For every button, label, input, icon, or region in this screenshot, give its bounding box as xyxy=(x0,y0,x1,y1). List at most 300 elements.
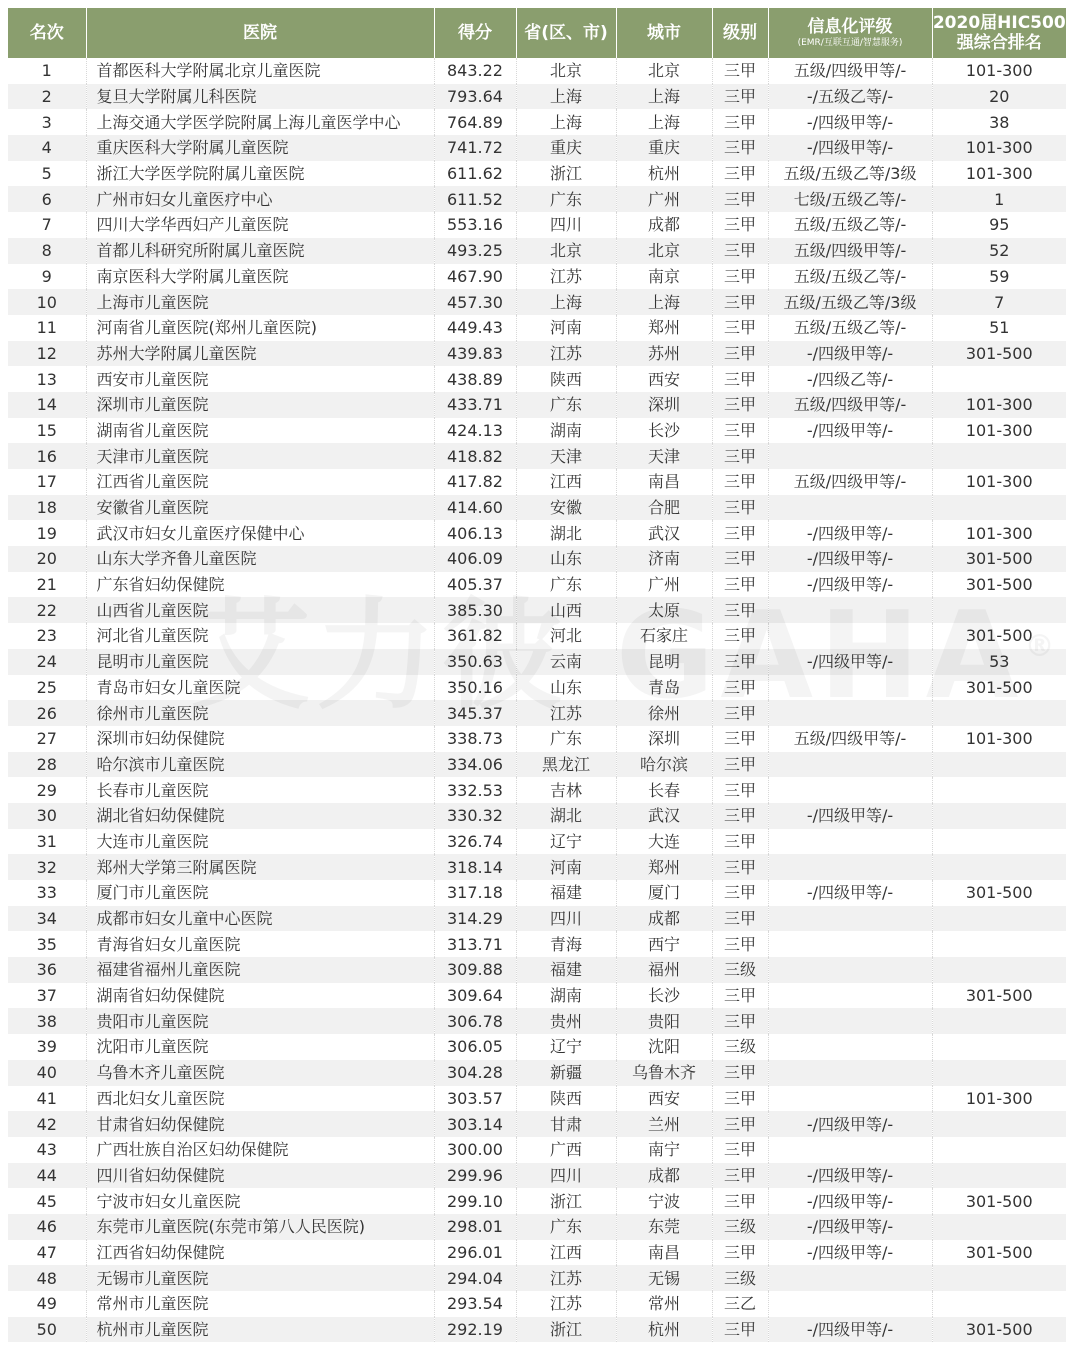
cell-city: 贵阳 xyxy=(616,1008,712,1034)
cell-city: 兰州 xyxy=(616,1111,712,1137)
cell-province: 上海 xyxy=(516,109,616,135)
cell-city: 上海 xyxy=(616,109,712,135)
cell-hospital: 成都市妇女儿童中心医院 xyxy=(86,906,434,932)
cell-rank: 37 xyxy=(8,983,86,1009)
cell-province: 浙江 xyxy=(516,1317,616,1343)
cell-hic500 xyxy=(932,1137,1066,1163)
cell-hic500 xyxy=(932,1008,1066,1034)
cell-score: 457.30 xyxy=(434,289,516,315)
cell-city: 哈尔滨 xyxy=(616,752,712,778)
cell-info-rating: -/四级甲等/- xyxy=(768,803,932,829)
cell-score: 417.82 xyxy=(434,469,516,495)
table-row xyxy=(8,520,1066,546)
cell-city: 苏州 xyxy=(616,341,712,367)
cell-province: 黑龙江 xyxy=(516,752,616,778)
cell-province: 江苏 xyxy=(516,264,616,290)
cell-rank: 48 xyxy=(8,1265,86,1291)
cell-city: 西宁 xyxy=(616,931,712,957)
cell-score: 309.88 xyxy=(434,957,516,983)
cell-city: 上海 xyxy=(616,84,712,110)
cell-province: 河南 xyxy=(516,854,616,880)
cell-rank: 50 xyxy=(8,1317,86,1343)
cell-info-rating: 五级/四级甲等/- xyxy=(768,392,932,418)
cell-hic500: 51 xyxy=(989,318,1010,338)
cell-level: 三甲 xyxy=(712,469,768,495)
cell-city: 大连 xyxy=(616,829,712,855)
table-row xyxy=(8,752,1066,778)
cell-level: 三级 xyxy=(712,1034,768,1060)
cell-province: 湖北 xyxy=(516,803,616,829)
table-row xyxy=(8,700,1066,726)
cell-rank: 7 xyxy=(8,212,86,238)
cell-score: 300.00 xyxy=(434,1137,516,1163)
cell-hospital: 哈尔滨市儿童医院 xyxy=(86,752,434,778)
cell-hospital: 河南省儿童医院(郑州儿童医院) xyxy=(86,315,434,341)
cell-city: 长春 xyxy=(616,777,712,803)
cell-info-rating: 五级/四级甲等/- xyxy=(768,726,932,752)
cell-level: 三甲 xyxy=(712,392,768,418)
cell-hic500 xyxy=(932,597,1066,623)
cell-hospital: 杭州市儿童医院 xyxy=(86,1317,434,1343)
cell-score: 330.32 xyxy=(434,803,516,829)
cell-info-rating xyxy=(768,957,932,983)
header-province: 省(区、市) xyxy=(516,8,616,58)
cell-score: 303.14 xyxy=(434,1111,516,1137)
header-rank: 名次 xyxy=(8,8,86,58)
table-row xyxy=(8,1086,1066,1112)
cell-province: 河南 xyxy=(516,315,616,341)
cell-hic500 xyxy=(932,1291,1066,1317)
table-row xyxy=(8,1214,1066,1240)
cell-hic500: 301-500 xyxy=(965,986,1033,1006)
cell-score: 741.72 xyxy=(434,135,516,161)
table-row xyxy=(8,58,1066,84)
cell-province: 广东 xyxy=(516,392,616,418)
cell-info-rating: -/四级乙等/- xyxy=(768,366,932,392)
cell-city: 广州 xyxy=(616,572,712,598)
cell-rank: 8 xyxy=(8,238,86,264)
cell-rank: 46 xyxy=(8,1214,86,1240)
cell-info-rating: 五级/四级甲等/- xyxy=(768,238,932,264)
cell-city: 无锡 xyxy=(616,1265,712,1291)
cell-score: 303.57 xyxy=(434,1086,516,1112)
cell-hic500 xyxy=(932,777,1066,803)
cell-city: 昆明 xyxy=(616,649,712,675)
cell-rank: 2 xyxy=(8,84,86,110)
cell-level: 三甲 xyxy=(712,315,768,341)
cell-hospital: 贵阳市儿童医院 xyxy=(86,1008,434,1034)
header-city: 城市 xyxy=(616,8,712,58)
table-row xyxy=(8,1111,1066,1137)
table-row xyxy=(8,495,1066,521)
cell-level: 三甲 xyxy=(712,418,768,444)
ranking-table-container xyxy=(8,8,1066,1342)
cell-info-rating: -/四级甲等/- xyxy=(768,1214,932,1240)
cell-province: 广东 xyxy=(516,726,616,752)
cell-info-rating: -/四级甲等/- xyxy=(768,1240,932,1266)
cell-province: 甘肃 xyxy=(516,1111,616,1137)
cell-level: 三甲 xyxy=(712,443,768,469)
cell-rank: 43 xyxy=(8,1137,86,1163)
cell-score: 338.73 xyxy=(434,726,516,752)
cell-info-rating: -/四级甲等/- xyxy=(768,109,932,135)
cell-hospital: 常州市儿童医院 xyxy=(86,1291,434,1317)
cell-province: 重庆 xyxy=(516,135,616,161)
cell-province: 浙江 xyxy=(516,161,616,187)
cell-score: 326.74 xyxy=(434,829,516,855)
cell-province: 福建 xyxy=(516,880,616,906)
table-row xyxy=(8,829,1066,855)
cell-city: 成都 xyxy=(616,212,712,238)
cell-hic500: 101-300 xyxy=(965,61,1033,81)
cell-info-rating xyxy=(768,597,932,623)
cell-level: 三甲 xyxy=(712,289,768,315)
cell-hic500: 301-500 xyxy=(965,626,1033,646)
cell-hospital: 首都儿科研究所附属儿童医院 xyxy=(86,238,434,264)
cell-score: 493.25 xyxy=(434,238,516,264)
cell-city: 成都 xyxy=(616,1163,712,1189)
cell-hic500 xyxy=(932,803,1066,829)
cell-city: 石家庄 xyxy=(616,623,712,649)
cell-info-rating: 七级/五级乙等/- xyxy=(768,186,932,212)
header-level: 级别 xyxy=(712,8,768,58)
cell-hic500: 301-500 xyxy=(965,1191,1033,1211)
cell-score: 314.29 xyxy=(434,906,516,932)
cell-hospital: 江西省儿童医院 xyxy=(86,469,434,495)
cell-level: 三甲 xyxy=(712,880,768,906)
cell-city: 合肥 xyxy=(616,495,712,521)
cell-hic500 xyxy=(932,829,1066,855)
cell-level: 三甲 xyxy=(712,161,768,187)
cell-score: 350.16 xyxy=(434,675,516,701)
table-row xyxy=(8,649,1066,675)
cell-hic500: 301-500 xyxy=(965,1242,1033,1262)
cell-city: 杭州 xyxy=(616,161,712,187)
cell-province: 广东 xyxy=(516,572,616,598)
table-row xyxy=(8,1240,1066,1266)
cell-city: 重庆 xyxy=(616,135,712,161)
cell-rank: 24 xyxy=(8,649,86,675)
cell-hic500: 101-300 xyxy=(965,523,1033,543)
cell-hospital: 昆明市儿童医院 xyxy=(86,649,434,675)
cell-info-rating xyxy=(768,443,932,469)
cell-info-rating: -/四级甲等/- xyxy=(768,1188,932,1214)
cell-province: 天津 xyxy=(516,443,616,469)
table-row xyxy=(8,1060,1066,1086)
cell-province: 山东 xyxy=(516,675,616,701)
cell-rank: 4 xyxy=(8,135,86,161)
cell-info-rating: -/四级甲等/- xyxy=(768,418,932,444)
cell-rank: 29 xyxy=(8,777,86,803)
cell-level: 三甲 xyxy=(712,1240,768,1266)
cell-hospital: 甘肃省妇幼保健院 xyxy=(86,1111,434,1137)
cell-hic500: 59 xyxy=(989,266,1010,286)
cell-hospital: 乌鲁木齐儿童医院 xyxy=(86,1060,434,1086)
cell-province: 山东 xyxy=(516,546,616,572)
cell-province: 河北 xyxy=(516,623,616,649)
cell-province: 青海 xyxy=(516,931,616,957)
cell-province: 江西 xyxy=(516,1240,616,1266)
cell-rank: 3 xyxy=(8,109,86,135)
cell-hic500: 301-500 xyxy=(932,1317,1066,1343)
hospital-ranking-table xyxy=(8,8,1066,1342)
table-row xyxy=(8,341,1066,367)
cell-hic500: 101-300 xyxy=(932,135,1066,161)
cell-hic500: 301-500 xyxy=(965,677,1033,697)
cell-hic500 xyxy=(932,1060,1066,1086)
cell-hospital: 首都医科大学附属北京儿童医院 xyxy=(86,58,434,84)
cell-level: 三甲 xyxy=(712,238,768,264)
cell-level: 三甲 xyxy=(712,341,768,367)
cell-hospital: 无锡市儿童医院 xyxy=(86,1265,434,1291)
table-row xyxy=(8,1188,1066,1214)
cell-hospital: 复旦大学附属儿科医院 xyxy=(86,84,434,110)
cell-level: 三甲 xyxy=(712,572,768,598)
table-row xyxy=(8,289,1066,315)
cell-hospital: 四川省妇幼保健院 xyxy=(86,1163,434,1189)
cell-province: 贵州 xyxy=(516,1008,616,1034)
cell-rank: 10 xyxy=(8,289,86,315)
cell-rank: 44 xyxy=(8,1163,86,1189)
cell-city: 厦门 xyxy=(616,880,712,906)
cell-info-rating xyxy=(768,983,932,1009)
cell-hic500: 7 xyxy=(932,289,1066,315)
table-row xyxy=(8,931,1066,957)
cell-hospital: 湖南省儿童医院 xyxy=(86,418,434,444)
cell-city: 杭州 xyxy=(616,1317,712,1343)
cell-info-rating: -/四级甲等/- xyxy=(768,341,932,367)
cell-score: 553.16 xyxy=(434,212,516,238)
cell-city: 西安 xyxy=(616,1086,712,1112)
cell-hic500: 301-500 xyxy=(932,546,1066,572)
cell-city: 南宁 xyxy=(616,1137,712,1163)
cell-info-rating: 五级/五级乙等/3级 xyxy=(768,289,932,315)
cell-province: 四川 xyxy=(516,212,616,238)
cell-province: 江苏 xyxy=(516,700,616,726)
cell-score: 611.62 xyxy=(434,161,516,187)
cell-hic500: 101-300 xyxy=(932,392,1066,418)
cell-hospital: 苏州大学附属儿童医院 xyxy=(86,341,434,367)
cell-hospital: 安徽省儿童医院 xyxy=(86,495,434,521)
cell-hospital: 长春市儿童医院 xyxy=(86,777,434,803)
cell-level: 三甲 xyxy=(712,803,768,829)
cell-level: 三甲 xyxy=(712,546,768,572)
cell-rank: 47 xyxy=(8,1240,86,1266)
table-row xyxy=(8,1137,1066,1163)
cell-score: 793.64 xyxy=(434,84,516,110)
cell-rank: 13 xyxy=(8,366,86,392)
cell-hic500: 1 xyxy=(932,186,1066,212)
cell-info-rating xyxy=(768,623,932,649)
cell-province: 安徽 xyxy=(516,495,616,521)
cell-info-rating: 五级/五级乙等/- xyxy=(768,212,932,238)
cell-rank: 45 xyxy=(8,1188,86,1214)
table-header-row xyxy=(8,8,1066,58)
cell-info-rating xyxy=(768,829,932,855)
cell-info-rating: -/四级甲等/- xyxy=(768,572,932,598)
cell-score: 306.05 xyxy=(434,1034,516,1060)
cell-city: 济南 xyxy=(616,546,712,572)
cell-city: 长沙 xyxy=(616,418,712,444)
cell-score: 345.37 xyxy=(434,700,516,726)
header-info-subtitle: (EMR/互联互通/智慧服务) xyxy=(797,37,903,48)
cell-rank: 14 xyxy=(8,392,86,418)
cell-hospital: 深圳市妇幼保健院 xyxy=(86,726,434,752)
cell-level: 三甲 xyxy=(712,135,768,161)
table-row xyxy=(8,84,1066,110)
cell-province: 陕西 xyxy=(516,366,616,392)
cell-rank: 36 xyxy=(8,957,86,983)
cell-level: 三甲 xyxy=(712,1111,768,1137)
cell-hic500 xyxy=(932,854,1066,880)
cell-hospital: 江西省妇幼保健院 xyxy=(86,1240,434,1266)
cell-city: 郑州 xyxy=(616,315,712,341)
cell-level: 三甲 xyxy=(712,1008,768,1034)
cell-province: 北京 xyxy=(516,58,616,84)
table-row xyxy=(8,623,1066,649)
cell-city: 北京 xyxy=(616,238,712,264)
cell-level: 三乙 xyxy=(712,1291,768,1317)
cell-score: 406.09 xyxy=(434,546,516,572)
cell-province: 上海 xyxy=(516,289,616,315)
cell-rank: 49 xyxy=(8,1291,86,1317)
cell-score: 449.43 xyxy=(434,315,516,341)
cell-province: 广西 xyxy=(516,1137,616,1163)
cell-info-rating xyxy=(768,1008,932,1034)
cell-province: 湖南 xyxy=(516,983,616,1009)
cell-city: 长沙 xyxy=(616,983,712,1009)
cell-hospital: 武汉市妇女儿童医疗保健中心 xyxy=(86,520,434,546)
cell-level: 三甲 xyxy=(712,1163,768,1189)
cell-rank: 39 xyxy=(8,1034,86,1060)
cell-hospital: 厦门市儿童医院 xyxy=(86,880,434,906)
cell-score: 439.83 xyxy=(434,341,516,367)
cell-hospital: 广州市妇女儿童医疗中心 xyxy=(86,186,434,212)
cell-hospital: 上海市儿童医院 xyxy=(86,289,434,315)
table-row xyxy=(8,983,1066,1009)
table-row xyxy=(8,546,1066,572)
cell-hic500: 101-300 xyxy=(965,1088,1033,1108)
cell-level: 三甲 xyxy=(712,1317,768,1343)
cell-level: 三甲 xyxy=(712,1060,768,1086)
cell-level: 三甲 xyxy=(712,623,768,649)
cell-level: 三甲 xyxy=(712,983,768,1009)
cell-province: 广东 xyxy=(516,186,616,212)
cell-province: 陕西 xyxy=(516,1086,616,1112)
cell-hic500 xyxy=(932,1265,1066,1291)
cell-score: 318.14 xyxy=(434,854,516,880)
cell-province: 吉林 xyxy=(516,777,616,803)
cell-level: 三甲 xyxy=(712,84,768,110)
cell-rank: 1 xyxy=(8,58,86,84)
cell-city: 南昌 xyxy=(616,469,712,495)
cell-info-rating: -/四级甲等/- xyxy=(768,1317,932,1343)
cell-hospital: 广东省妇幼保健院 xyxy=(86,572,434,598)
cell-hospital: 广西壮族自治区妇幼保健院 xyxy=(86,1137,434,1163)
table-row xyxy=(8,315,1066,341)
cell-level: 三甲 xyxy=(712,649,768,675)
table-row xyxy=(8,1008,1066,1034)
cell-hic500: 301-500 xyxy=(965,575,1033,595)
cell-level: 三级 xyxy=(712,957,768,983)
cell-info-rating xyxy=(768,777,932,803)
cell-info-rating: -/四级甲等/- xyxy=(768,649,932,675)
cell-province: 四川 xyxy=(516,1163,616,1189)
table-row xyxy=(8,1163,1066,1189)
cell-level: 三甲 xyxy=(712,186,768,212)
cell-hospital: 湖南省妇幼保健院 xyxy=(86,983,434,1009)
table-row xyxy=(8,1317,1066,1343)
cell-rank: 32 xyxy=(8,854,86,880)
cell-info-rating: -/四级甲等/- xyxy=(768,880,932,906)
cell-city: 徐州 xyxy=(616,700,712,726)
header-hospital: 医院 xyxy=(86,8,434,58)
table-row xyxy=(8,880,1066,906)
cell-rank: 34 xyxy=(8,906,86,932)
table-row xyxy=(8,597,1066,623)
cell-rank: 21 xyxy=(8,572,86,598)
table-row xyxy=(8,1265,1066,1291)
table-row xyxy=(8,186,1066,212)
cell-hic500: 101-300 xyxy=(965,729,1033,749)
cell-score: 361.82 xyxy=(434,623,516,649)
cell-city: 武汉 xyxy=(616,520,712,546)
cell-hic500 xyxy=(932,931,1066,957)
cell-info-rating: -/四级甲等/- xyxy=(768,1111,932,1137)
table-body xyxy=(8,58,1066,1342)
cell-province: 江苏 xyxy=(516,341,616,367)
cell-score: 467.90 xyxy=(434,264,516,290)
cell-info-rating: -/四级甲等/- xyxy=(768,546,932,572)
table-row xyxy=(8,1291,1066,1317)
cell-hic500 xyxy=(932,752,1066,778)
cell-rank: 42 xyxy=(8,1111,86,1137)
cell-info-rating: -/四级甲等/- xyxy=(768,520,932,546)
cell-province: 山西 xyxy=(516,597,616,623)
cell-city: 南京 xyxy=(616,264,712,290)
cell-info-rating: -/四级甲等/- xyxy=(768,135,932,161)
cell-level: 三甲 xyxy=(712,829,768,855)
cell-score: 350.63 xyxy=(434,649,516,675)
header-info-rating: 信息化评级 (EMR/互联互通/智慧服务) xyxy=(768,8,932,58)
cell-rank: 30 xyxy=(8,803,86,829)
cell-info-rating xyxy=(768,1291,932,1317)
cell-hic500: 38 xyxy=(989,112,1010,132)
cell-score: 414.60 xyxy=(434,495,516,521)
cell-level: 三甲 xyxy=(712,366,768,392)
table-row xyxy=(8,906,1066,932)
cell-rank: 9 xyxy=(8,264,86,290)
cell-score: 317.18 xyxy=(434,880,516,906)
cell-rank: 19 xyxy=(8,520,86,546)
cell-info-rating xyxy=(768,752,932,778)
cell-province: 辽宁 xyxy=(516,829,616,855)
cell-rank: 35 xyxy=(8,931,86,957)
cell-city: 南昌 xyxy=(616,1240,712,1266)
cell-hospital: 西安市儿童医院 xyxy=(86,366,434,392)
cell-level: 三甲 xyxy=(712,495,768,521)
table-row xyxy=(8,443,1066,469)
cell-info-rating xyxy=(768,1137,932,1163)
table-row xyxy=(8,366,1066,392)
cell-hospital: 南京医科大学附属儿童医院 xyxy=(86,264,434,290)
table-row xyxy=(8,238,1066,264)
cell-hospital: 天津市儿童医院 xyxy=(86,443,434,469)
cell-level: 三甲 xyxy=(712,700,768,726)
cell-province: 福建 xyxy=(516,957,616,983)
cell-score: 332.53 xyxy=(434,777,516,803)
cell-city: 天津 xyxy=(616,443,712,469)
